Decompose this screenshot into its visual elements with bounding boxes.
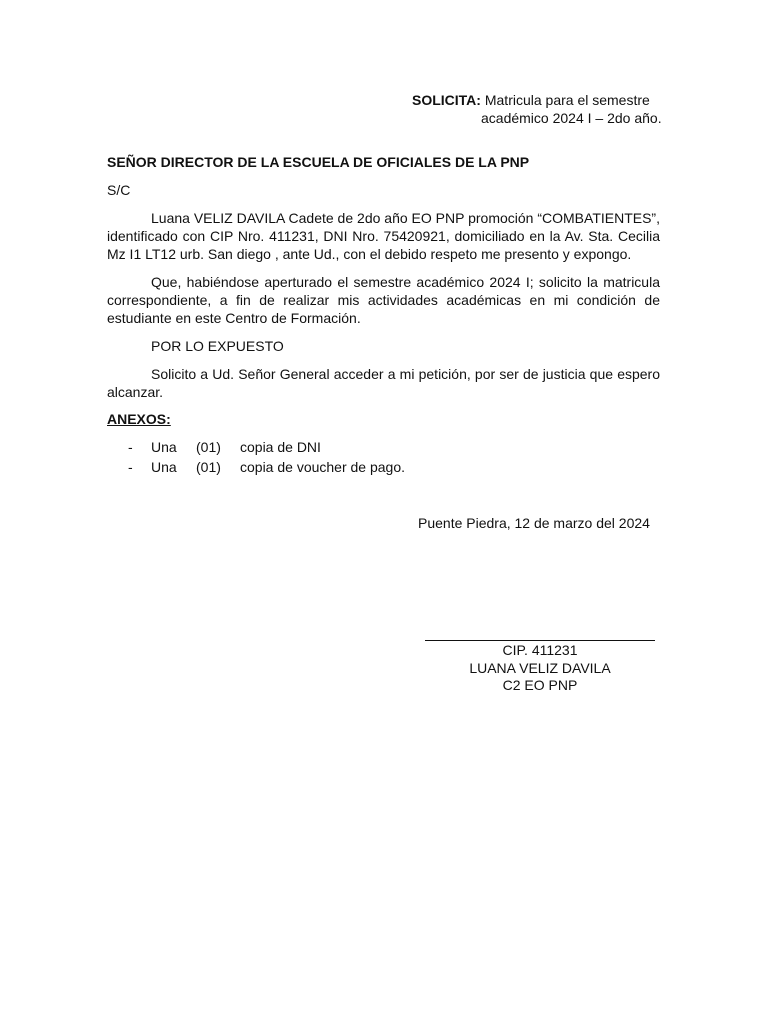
signature-cip: CIP. 411231 xyxy=(502,642,578,658)
list-item xyxy=(107,438,507,458)
annex-description: copia de voucher de pago. xyxy=(240,459,406,475)
annex-description: copia de DNI xyxy=(240,439,321,455)
paragraph-introduction: Luana VELIZ DAVILA Cadete de 2do año EO PNP promoción “COMBATIENTES”, identificado con CIP Nro. 411231, DNI Nro. 75420921, domiciliado en la Av. Sta. Cecilia Mz I1 LT12 urb. San diego , ante Ud., con el debido respeto me presento y expongo. xyxy=(107,210,660,262)
signature-line xyxy=(425,640,655,641)
addressee-heading: SEÑOR DIRECTOR DE LA ESCUELA DE OFICIALES DE LA PNP xyxy=(107,154,530,170)
annex-quantity-number: (01) xyxy=(196,439,221,455)
signature-block xyxy=(425,642,655,695)
solicita-label: SOLICITA: xyxy=(412,92,481,108)
place-and-date: Puente Piedra, 12 de marzo del 2024 xyxy=(418,515,650,531)
list-item xyxy=(107,458,507,478)
annex-bullet: - xyxy=(128,459,133,475)
annex-quantity-word: Una xyxy=(151,439,177,455)
annex-list xyxy=(107,438,507,478)
signature-name: LUANA VELIZ DAVILA xyxy=(469,659,611,676)
paragraph-request: Que, habiéndose aperturado el semestre académico 2024 I; solicito la matricula correspondiente, a fin de realizar mis actividades académicas en mi condición de estudiante en este Centro de Formación. xyxy=(107,274,660,326)
annex-quantity-word: Una xyxy=(151,459,177,475)
sc-line: S/C xyxy=(107,182,131,198)
paragraph-closing: Solicito a Ud. Señor General acceder a mi petición, por ser de justicia que espero alcanzar. xyxy=(107,366,660,400)
paragraph-por-lo-expuesto: POR LO EXPUESTO xyxy=(151,338,284,354)
signature-rank: C2 EO PNP xyxy=(502,677,578,693)
solicita-line-1: Matricula para el semestre xyxy=(484,92,650,108)
solicita-line-2: académico 2024 I – 2do año. xyxy=(481,110,662,126)
annex-bullet: - xyxy=(128,439,133,455)
anexos-title: ANEXOS: xyxy=(107,411,171,427)
annex-quantity-number: (01) xyxy=(196,459,221,475)
solicita-block xyxy=(412,91,662,127)
